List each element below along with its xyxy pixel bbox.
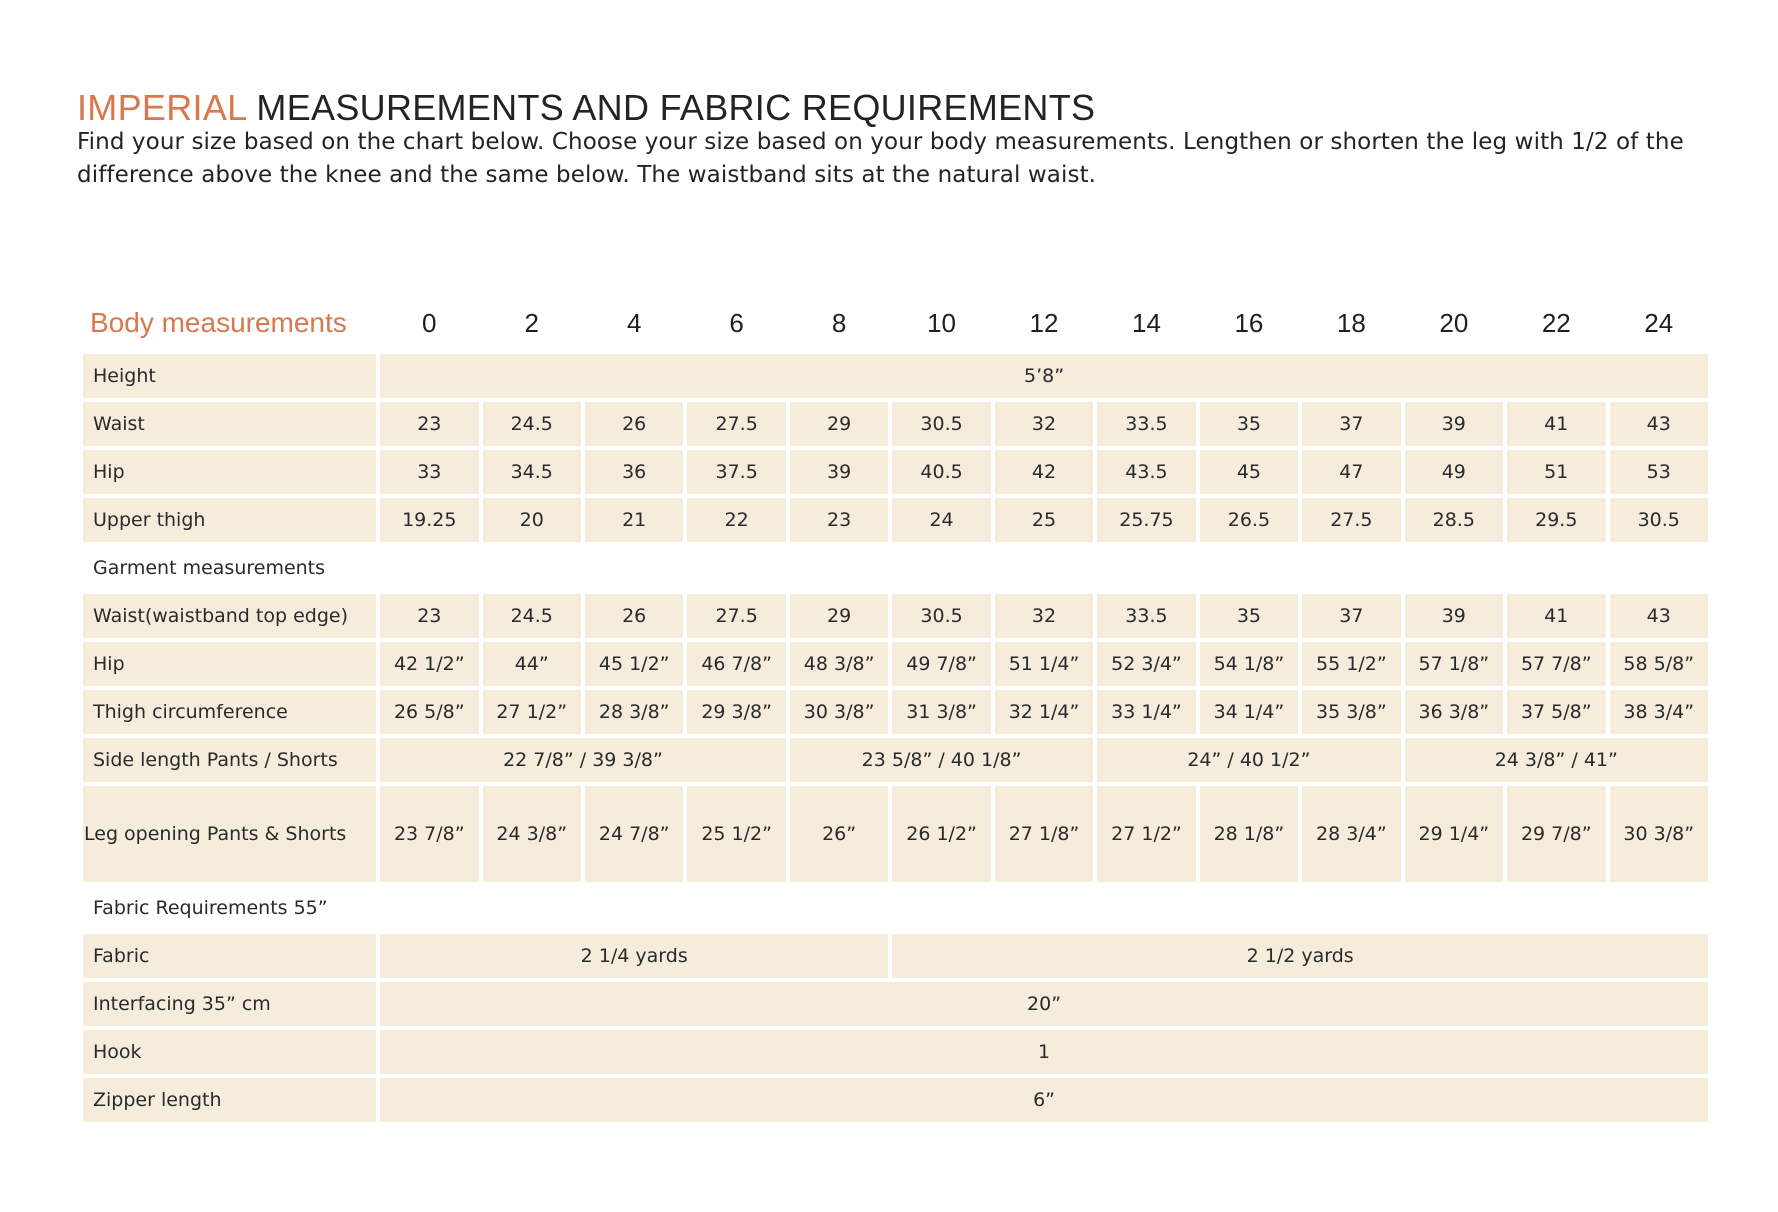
row-label: Hook <box>83 1030 376 1074</box>
table-cell: 28 3/4” <box>1302 786 1400 882</box>
table-cell: 36 3/8” <box>1405 690 1503 734</box>
table-cell: 26.5 <box>1200 498 1298 542</box>
table-cell: 34 1/4” <box>1200 690 1298 734</box>
table-cell: 24.5 <box>483 594 581 638</box>
table-cell: 51 1/4” <box>995 642 1093 686</box>
interfacing-row <box>83 982 1708 1026</box>
table-cell: 20” <box>380 982 1708 1026</box>
waist-row <box>83 402 1708 446</box>
table-cell: 22 <box>687 498 785 542</box>
table-cell: 45 1/2” <box>585 642 683 686</box>
table-cell: 51 <box>1507 450 1605 494</box>
size-heading: 6 <box>729 307 744 338</box>
table-cell: 1 <box>380 1030 1708 1074</box>
table-cell: 29 3/8” <box>687 690 785 734</box>
table-cell: 43 <box>1610 594 1709 638</box>
table-cell: 26 <box>585 402 683 446</box>
table-cell: 30.5 <box>892 594 990 638</box>
table-cell: 23 <box>790 498 888 542</box>
table-cell: 47 <box>1302 450 1400 494</box>
zipper-row <box>83 1078 1708 1122</box>
table-cell: 37 5/8” <box>1507 690 1605 734</box>
size-heading: 24 <box>1644 307 1674 338</box>
table-cell: 24 <box>892 498 990 542</box>
table-cell: 31 3/8” <box>892 690 990 734</box>
table-cell: 27.5 <box>687 402 785 446</box>
table-cell: 36 <box>585 450 683 494</box>
row-label: Thigh circumference <box>83 690 376 734</box>
table-cell: 30.5 <box>892 402 990 446</box>
size-heading: 18 <box>1336 307 1366 338</box>
table-cell: 42 <box>995 450 1093 494</box>
intro-text: Find your size based on the chart below. Choose your size based on your body measurements. Lengthen or shorten the leg with 1/2 of the difference above the knee and the same below. The waistband sits at the natural waist. <box>77 129 1684 188</box>
hook-row <box>83 1030 1708 1074</box>
table-cell: 33.5 <box>1097 402 1195 446</box>
table-cell: 49 <box>1405 450 1503 494</box>
table-cell: 40.5 <box>892 450 990 494</box>
table-cell: 24” / 40 1/2” <box>1097 738 1400 782</box>
table-cell: 27 1/2” <box>1097 786 1195 882</box>
table-cell: 29.5 <box>1507 498 1605 542</box>
table-cell: 19.25 <box>380 498 478 542</box>
table-cell: 27.5 <box>1302 498 1400 542</box>
size-heading: 22 <box>1541 307 1571 338</box>
table-cell: 20 <box>483 498 581 542</box>
table-cell: 55 1/2” <box>1302 642 1400 686</box>
table-cell: 41 <box>1507 594 1605 638</box>
table-cell: 29 <box>790 594 888 638</box>
table-cell: 27 1/8” <box>995 786 1093 882</box>
fabric-section-row <box>83 886 1708 930</box>
table-cell: 24 3/8” <box>483 786 581 882</box>
table-cell: 33 <box>380 450 478 494</box>
table-cell: 21 <box>585 498 683 542</box>
size-heading: 4 <box>626 307 642 338</box>
thigh-circumference-row <box>83 690 1708 734</box>
table-cell: 58 5/8” <box>1610 642 1709 686</box>
size-heading: 0 <box>422 307 437 338</box>
table-cell: 22 7/8” / 39 3/8” <box>380 738 786 782</box>
table-cell: 30.5 <box>1610 498 1709 542</box>
table-cell: 57 1/8” <box>1405 642 1503 686</box>
table-cell: 34.5 <box>483 450 581 494</box>
table-cell: 35 <box>1200 402 1298 446</box>
table-cell: 24 3/8” / 41” <box>1405 738 1708 782</box>
fabric-row <box>83 934 1708 978</box>
body-measurements-heading: Body measurements <box>90 307 347 338</box>
row-label: Hip <box>83 450 376 494</box>
garment-section-row <box>83 546 1708 590</box>
table-cell: 48 3/8” <box>790 642 888 686</box>
table-cell: 42 1/2” <box>380 642 478 686</box>
table-cell: 32 1/4” <box>995 690 1093 734</box>
table-cell: 30 3/8” <box>790 690 888 734</box>
row-label: Waist(waistband top edge) <box>83 594 376 638</box>
size-heading: 20 <box>1439 307 1469 338</box>
title-accent: IMPERIAL <box>77 87 247 128</box>
table-cell: 32 <box>995 402 1093 446</box>
table-cell: 23 7/8” <box>380 786 478 882</box>
table-cell: 25.75 <box>1097 498 1195 542</box>
table-cell: 26 5/8” <box>380 690 478 734</box>
table-cell: 24 7/8” <box>585 786 683 882</box>
table-cell: 37.5 <box>687 450 785 494</box>
table-cell: 27.5 <box>687 594 785 638</box>
section-heading: Fabric Requirements 55” <box>93 897 328 919</box>
size-heading: 14 <box>1132 307 1161 338</box>
table-cell: 46 7/8” <box>687 642 785 686</box>
table-cell: 28.5 <box>1405 498 1503 542</box>
row-label: Leg opening Pants & Shorts <box>83 786 376 882</box>
table-cell: 26 1/2” <box>892 786 990 882</box>
size-chart-table <box>79 292 1712 1126</box>
table-cell: 37 <box>1302 594 1400 638</box>
table-cell: 43 <box>1610 402 1709 446</box>
table-cell: 2 1/4 yards <box>380 934 888 978</box>
row-label: Hip <box>83 642 376 686</box>
table-cell: 43.5 <box>1097 450 1195 494</box>
size-heading: 8 <box>831 307 847 338</box>
table-cell: 5’8” <box>380 354 1708 398</box>
table-cell: 24.5 <box>483 402 581 446</box>
table-cell: 29 <box>790 402 888 446</box>
table-cell: 35 3/8” <box>1302 690 1400 734</box>
page-title <box>77 84 1095 132</box>
table-cell: 2 1/2 yards <box>892 934 1708 978</box>
table-cell: 57 7/8” <box>1507 642 1605 686</box>
table-cell: 30 3/8” <box>1610 786 1709 882</box>
garment-hip-row <box>83 642 1708 686</box>
row-label: Fabric <box>83 934 376 978</box>
table-cell: 26 <box>585 594 683 638</box>
title-rest: MEASUREMENTS AND FABRIC REQUIREMENTS <box>246 87 1096 128</box>
table-cell: 41 <box>1507 402 1605 446</box>
table-cell: 29 7/8” <box>1507 786 1605 882</box>
row-label: Zipper length <box>83 1078 376 1122</box>
row-label: Side length Pants / Shorts <box>83 738 376 782</box>
table-cell: 29 1/4” <box>1405 786 1503 882</box>
row-label: Upper thigh <box>83 498 376 542</box>
table-cell: 44” <box>483 642 581 686</box>
size-heading: 16 <box>1234 307 1264 338</box>
section-heading: Garment measurements <box>93 557 326 579</box>
size-heading: 10 <box>927 307 957 338</box>
table-cell: 52 3/4” <box>1097 642 1195 686</box>
row-label: Waist <box>83 402 376 446</box>
table-cell: 33.5 <box>1097 594 1195 638</box>
table-cell: 25 <box>995 498 1093 542</box>
size-header-row <box>83 296 1708 350</box>
table-cell: 27 1/2” <box>483 690 581 734</box>
table-cell: 33 1/4” <box>1097 690 1195 734</box>
table-cell: 45 <box>1200 450 1298 494</box>
upper-thigh-row <box>83 498 1708 542</box>
table-cell: 39 <box>1405 594 1503 638</box>
table-cell: 23 5/8” / 40 1/8” <box>790 738 1093 782</box>
table-cell: 53 <box>1610 450 1709 494</box>
row-label: Height <box>83 354 376 398</box>
table-cell: 49 7/8” <box>892 642 990 686</box>
table-cell: 23 <box>380 402 478 446</box>
table-cell: 6” <box>380 1078 1708 1122</box>
leg-opening-row <box>83 786 1708 882</box>
height-row <box>83 354 1708 398</box>
row-label: Interfacing 35” cm <box>83 982 376 1026</box>
table-cell: 28 1/8” <box>1200 786 1298 882</box>
table-cell: 32 <box>995 594 1093 638</box>
table-cell: 23 <box>380 594 478 638</box>
hip-row <box>83 450 1708 494</box>
size-heading: 12 <box>1029 307 1059 338</box>
side-length-row <box>83 738 1708 782</box>
table-cell: 25 1/2” <box>687 786 785 882</box>
table-cell: 39 <box>1405 402 1503 446</box>
table-cell: 26” <box>790 786 888 882</box>
table-cell: 54 1/8” <box>1200 642 1298 686</box>
table-cell: 35 <box>1200 594 1298 638</box>
table-cell: 37 <box>1302 402 1400 446</box>
size-heading: 2 <box>524 307 539 338</box>
garment-waist-row <box>83 594 1708 638</box>
table-cell: 39 <box>790 450 888 494</box>
table-cell: 38 3/4” <box>1610 690 1709 734</box>
table-cell: 28 3/8” <box>585 690 683 734</box>
